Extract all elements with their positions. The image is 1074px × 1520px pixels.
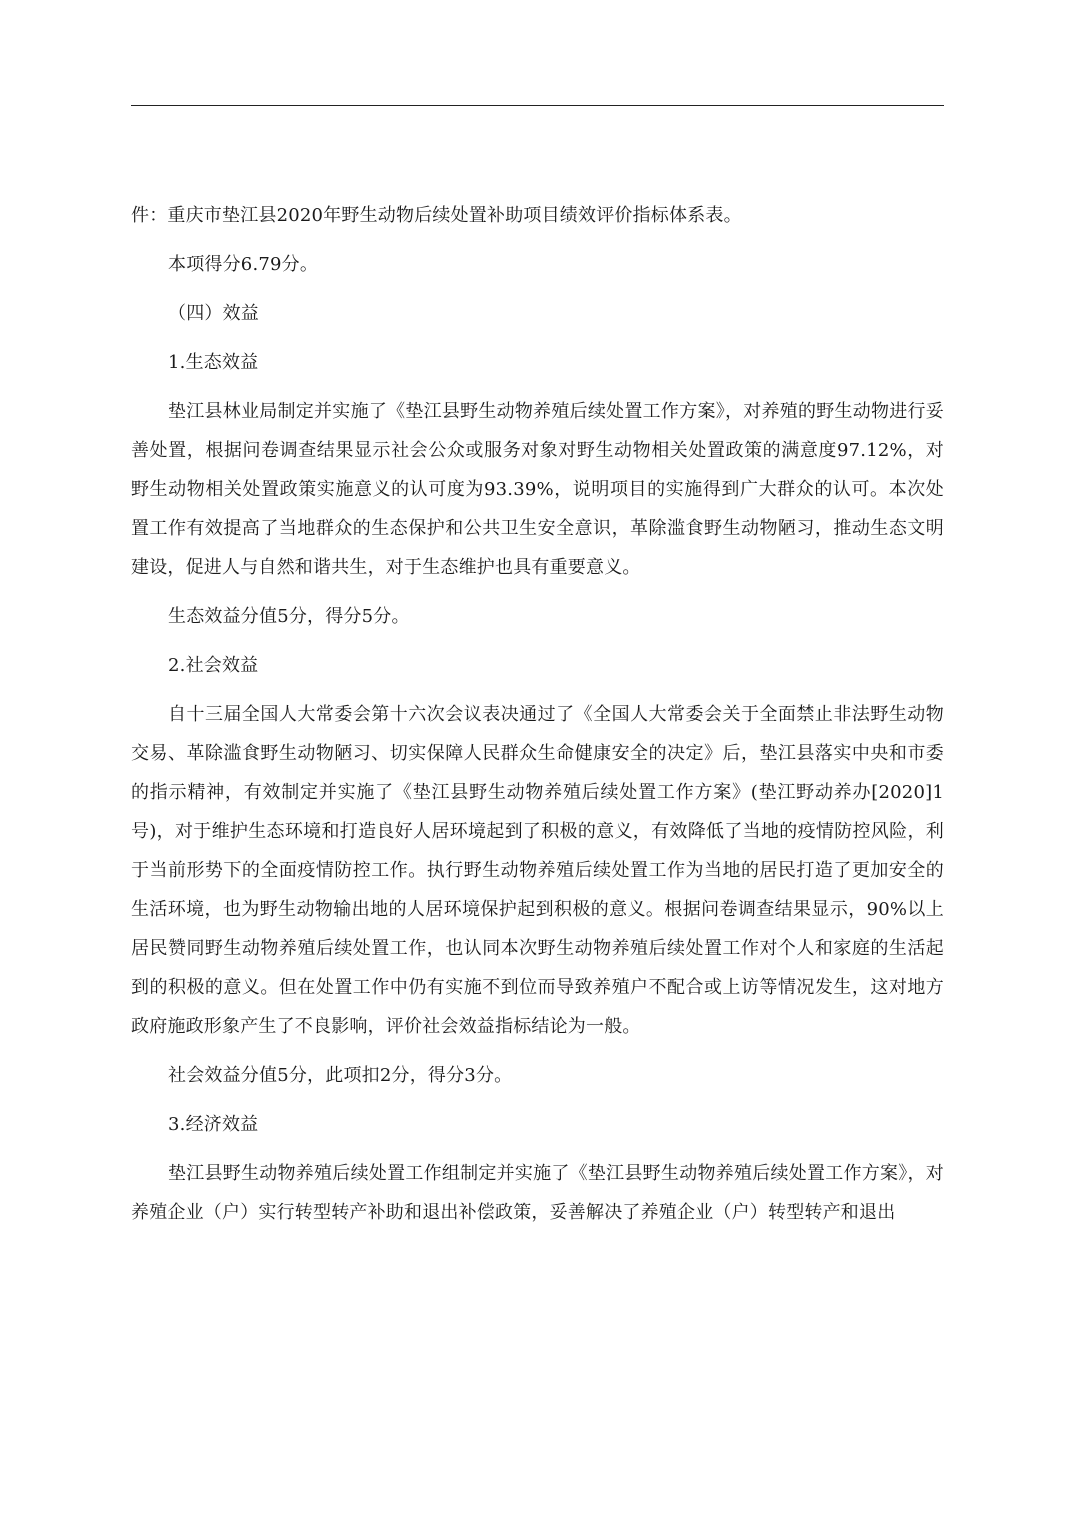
paragraph-ecological-score: 生态效益分值5分，得分5分。 bbox=[168, 606, 410, 627]
section-heading-benefits: （四）效益 bbox=[168, 303, 259, 324]
paragraph-ecological-benefit: 垫江县林业局制定并实施了《垫江县野生动物养殖后续处置工作方案》，对养殖的野生动物进行妥善处置，根据问卷调查结果显示社会公众或服务对象对野生动物相关处置政策的满意度97.12%，对野生动物相关处置政策实施意义的认可度为93.39%，说明项目的实施得到广大群众的认可。本次处置工作有效提高了当地群众的生态保护和公共卫生安全意识，革除滥食野生动物陋习，推动生态文明建设，促进人与自然和谐共生，对于生态维护也具有重要意义。 bbox=[131, 401, 944, 578]
paragraph-score-note: 本项得分6.79分。 bbox=[168, 254, 319, 275]
paragraph-social-benefit: 自十三届全国人大常委会第十六次会议表决通过了《全国人大常委会关于全面禁止非法野生动物交易、革除滥食野生动物陋习、切实保障人民群众生命健康安全的决定》后，垫江县落实中央和市委的指示精神，有效制定并实施了《垫江县野生动物养殖后续处置工作方案》(垫江野动养办[2020]1号)，对于维护生态环境和打造良好人居环境起到了积极的意义，有效降低了当地的疫情防控风险，利于当前形势下的全面疫情防控工作。执行野生动物养殖后续处置工作为当地的居民打造了更加安全的生活环境，也为野生动物输出地的人居环境保护起到积极的意义。根据问卷调查结果显示，90%以上居民赞同野生动物养殖后续处置工作，也认同本次野生动物养殖后续处置工作对个人和家庭的生活起到的积极的意义。但在处置工作中仍有实施不到位而导致养殖户不配合或上访等情况发生，这对地方政府施政形象产生了不良影响，评价社会效益指标结论为一般。 bbox=[131, 704, 944, 1037]
paragraph-attachment-note: 件：重庆市垫江县2020年野生动物后续处置补助项目绩效评价指标体系表。 bbox=[131, 205, 742, 226]
paragraph-social-score: 社会效益分值5分，此项扣2分，得分3分。 bbox=[168, 1065, 513, 1086]
header-rule bbox=[131, 105, 944, 106]
subsection-heading-ecological: 1.生态效益 bbox=[168, 352, 259, 373]
subsection-heading-social: 2.社会效益 bbox=[168, 655, 259, 676]
subsection-heading-economic: 3.经济效益 bbox=[168, 1114, 259, 1135]
document-body bbox=[131, 196, 944, 1232]
paragraph-economic-benefit: 垫江县野生动物养殖后续处置工作组制定并实施了《垫江县野生动物养殖后续处置工作方案》，对养殖企业（户）实行转型转产补助和退出补偿政策，妥善解决了养殖企业（户）转型转产和退出 bbox=[131, 1163, 944, 1223]
